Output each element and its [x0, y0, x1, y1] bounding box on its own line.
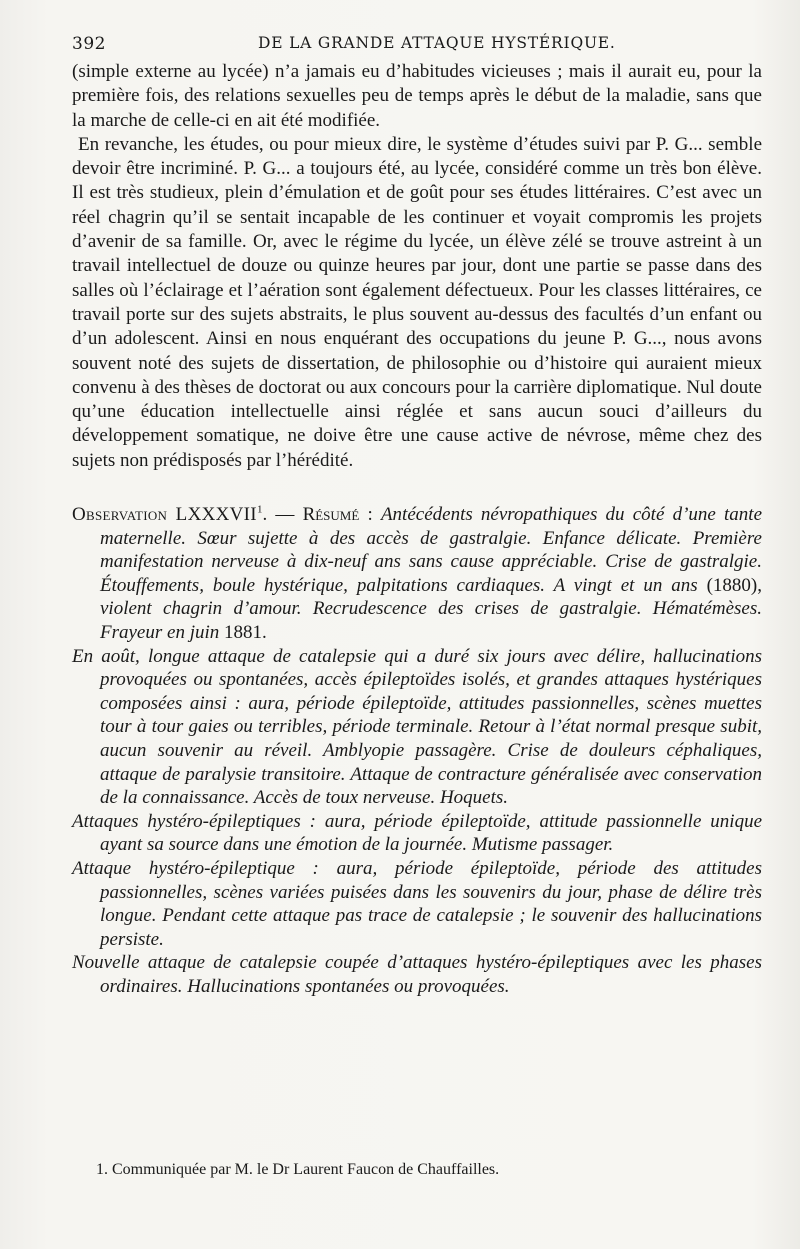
observation-section — [72, 503, 762, 998]
summary-year: (1880), — [697, 574, 763, 596]
observation-block-4-text: Nouvelle attaque de catalepsie coupée d’attaques hystéro-épileptiques avec les phases ordinaires. Hallucinations spontanées ou provoquées. — [72, 952, 762, 997]
observation-block-2 — [72, 810, 762, 857]
observation-block-3 — [72, 857, 762, 951]
observation-block-4 — [72, 951, 762, 998]
observation-heading — [72, 503, 762, 645]
observation-block-3-text: Attaque hystéro-épileptique : aura, période épileptoïde, période des attitudes passionnelles, scènes variées puisées dans les souvenirs du jour, phase de délire très longue. Pendant cette attaque pas trace de catalepsie ; le souvenir des hallucinations persiste. — [72, 857, 762, 950]
summary-colon: : — [359, 504, 381, 526]
observation-dash: . — — [262, 504, 303, 526]
observation-label: Observation LXXXVII — [72, 504, 257, 526]
footnote-number: 1. — [96, 1161, 108, 1178]
footnote — [96, 1160, 756, 1180]
page-header — [72, 28, 760, 56]
running-head: DE LA GRANDE ATTAQUE HYSTÉRIQUE. — [258, 34, 616, 52]
footnote-text: Communiquée par M. le Dr Laurent Faucon de Chauffailles. — [112, 1161, 500, 1178]
summary-year-2: 1881. — [219, 622, 267, 644]
observation-block-2-text: Attaques hystéro-épileptiques : aura, période épileptoïde, attitude passionnelle unique ayant sa source dans une émotion de la journée. Mutisme passager. — [72, 810, 762, 856]
observation-block-1 — [72, 645, 762, 810]
summary-text: Antécédents névropathiques du côté d’une tante maternelle. Sœur sujette à des accès de gastralgie. Enfance délicate. Première manifestation nerveuse à dix-neuf ans sans cause appréciable. Crise de gastralgie. Étouffements, boule hystérique, palpitations cardiaques. A vingt et un ans — [100, 504, 763, 596]
paragraph-1: (simple externe au lycée) n’a jamais eu d’habitudes vicieuses ; mais il aurait eu, pour la première fois, des relations sexuelles peu de temps après le début de la maladie, sans que la marche de celle-ci en ait été modifiée. — [72, 61, 762, 131]
summary-label: Résumé — [302, 504, 360, 526]
observation-block-1-text: En août, longue attaque de catalepsie qui a duré six jours avec délire, hallucinations provoquées ou spontanées, accès épileptoïdes isolés, et grandes attaques hystériques composées ainsi : aura, période épileptoïde, attitudes passionnelles, scènes muettes tour à tour gaies ou terribles, période terminale. Retour à l’état normal presque subit, aucun souvenir au réveil. Amblyopie passagère. Crise de douleurs céphaliques, attaque de paralysie transitoire. Attaque de contracture généralisée avec conservation de la connaissance. Accès de toux nerveuse. Hoquets. — [72, 645, 762, 809]
page-body — [72, 60, 762, 999]
paragraph-2: En revanche, les études, ou pour mieux dire, le système d’études suivi par P. G... semble devoir être incriminé. P. G... a toujours été, au lycée, considéré comme un très bon élève. Il est très studieux, plein d’émulation et de goût pour ses études littéraires. C’est avec un réel chagrin qu’il se sentait incapable de les continuer et voyait compromis les projets d’avenir de sa famille. Or, avec le régime du lycée, un élève zélé se trouve astreint à un travail intellectuel de douze ou quinze heures par jour, dont une partie se passe dans des salles où l’éclairage et l’aération sont également défectueux. Pour les classes littéraires, ce travail porte sur des sujets abstraits, le plus souvent au-dessus des facultés d’un enfant ou d’un adolescent. Ainsi en nous enquérant des occupations du jeune P. G..., nous avons souvent noté des sujets de dissertation, de philosophie ou d’histoire qui auraient mieux convenu à des thèses de doctorat ou aux concours pour la carrière diplomatique. Nul doute qu’une éducation intellectuelle ainsi réglée et sans aucun souci d’ailleurs du développement somatique, ne doive être une cause active de névrose, même chez des sujets non prédisposés par l’hérédité. — [72, 133, 762, 471]
summary-text-2: violent chagrin d’amour. Recrudescence des crises de gastralgie. Hématémèses. Frayeur en juin — [100, 598, 762, 644]
footnote-mark: 1 — [256, 503, 263, 516]
page-number: 392 — [72, 34, 106, 54]
